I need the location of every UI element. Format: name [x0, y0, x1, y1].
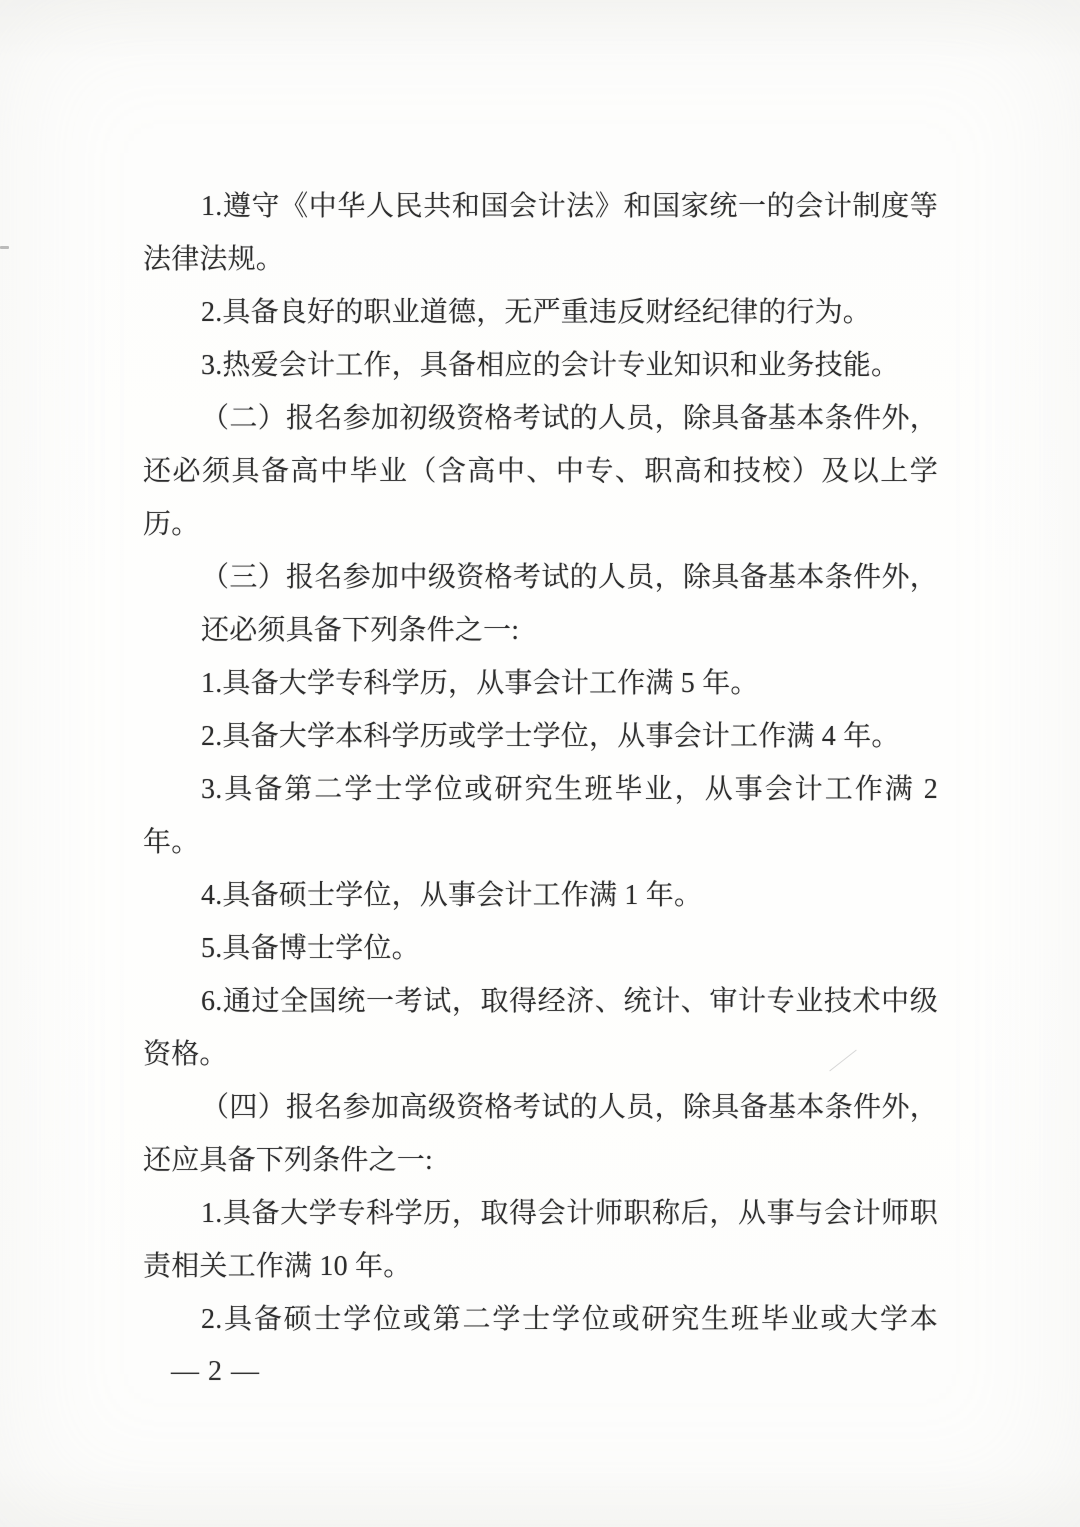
text-line: 2.具备大学本科学历或学士学位，从事会计工作满 4 年。	[201, 721, 900, 752]
text-line: 3.具备第二学士学位或研究生班毕业，从事会计工作满 2	[201, 774, 938, 805]
document-body	[143, 180, 938, 1346]
text-line: 还应具备下列条件之一:	[143, 1145, 433, 1176]
text-line: 3.热爱会计工作，具备相应的会计专业知识和业务技能。	[201, 350, 900, 381]
text-line: 历。	[143, 509, 200, 540]
text-line: 资格。	[143, 1039, 228, 1070]
text-line: 6.通过全国统一考试，取得经济、统计、审计专业技术中级	[201, 986, 938, 1017]
text-line: （三）报名参加中级资格考试的人员，除具备基本条件外，	[201, 562, 938, 593]
text-line: 2.具备硕士学位或第二学士学位或研究生班毕业或大学本	[201, 1304, 938, 1335]
text-line: 还必须具备高中毕业（含高中、中专、职高和技校）及以上学	[143, 456, 938, 487]
text-line: 法律法规。	[143, 244, 285, 275]
text-line: 责相关工作满 10 年。	[143, 1251, 412, 1282]
text-line: 4.具备硕士学位，从事会计工作满 1 年。	[201, 880, 703, 911]
text-line: 2.具备良好的职业道德，无严重违反财经纪律的行为。	[201, 297, 872, 328]
page-number: — 2 —	[171, 1356, 260, 1387]
text-line: （四）报名参加高级资格考试的人员，除具备基本条件外，	[201, 1092, 938, 1123]
scan-edge-mark	[0, 246, 9, 249]
text-line: 5.具备博士学位。	[201, 933, 420, 964]
text-line: 1.具备大学专科学历，取得会计师职称后，从事与会计师职	[201, 1198, 938, 1229]
text-line: 年。	[143, 827, 200, 858]
text-line: 1.遵守《中华人民共和国会计法》和国家统一的会计制度等	[201, 191, 938, 222]
text-line: 还必须具备下列条件之一:	[201, 615, 520, 646]
text-line: （二）报名参加初级资格考试的人员，除具备基本条件外，	[201, 403, 938, 434]
text-line: 1.具备大学专科学历，从事会计工作满 5 年。	[201, 668, 759, 699]
